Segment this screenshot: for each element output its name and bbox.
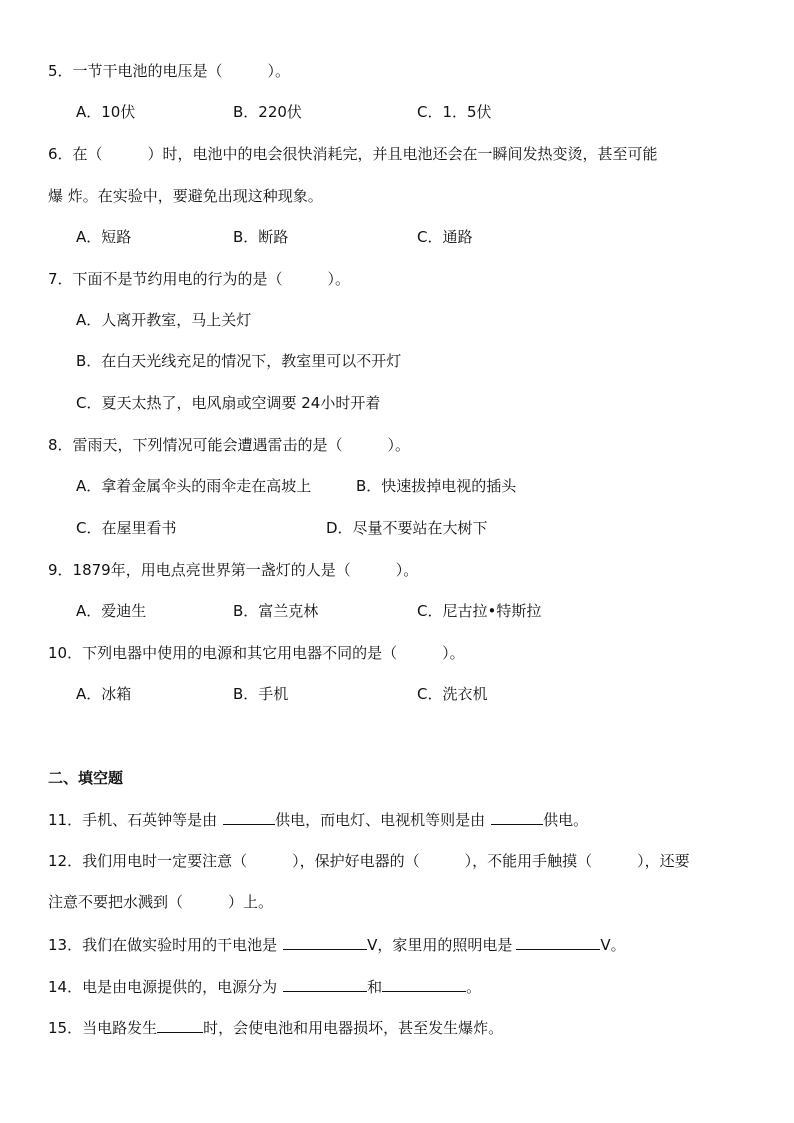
question-8-option-a: A．拿着金属伞头的雨伞走在高坡上 — [76, 477, 312, 495]
question-12-line1: 12．我们用电时一定要注意（ ），保护好电器的（ ），不能用手触摸（ ），还要 — [48, 852, 690, 870]
section-2-title: 二、填空题 — [48, 769, 124, 787]
question-13-part2: V，家里用的照明电是 — [367, 936, 513, 954]
question-6-text-line2: 爆 炸。在实验中，要避免出现这种现象。 — [48, 187, 323, 205]
question-9-text: 9．1879年，用电点亮世界第一盏灯的人是（ ）。 — [48, 561, 419, 579]
question-8-option-b: B．快速拔掉电视的插头 — [356, 477, 517, 495]
question-15-blank-1[interactable] — [157, 1016, 203, 1033]
question-14-blank-1[interactable] — [283, 975, 367, 992]
question-12-line2: 注意不要把水溅到（ ）上。 — [48, 893, 274, 911]
question-9-option-a: A．爱迪生 — [76, 602, 147, 620]
question-6-text-line1: 6．在（ ）时，电池中的电会很快消耗完，并且电池还会在一瞬间发热变烫，甚至可能 — [48, 145, 658, 163]
question-7-option-a: A．人离开教室，马上关灯 — [76, 311, 252, 329]
question-10-option-a: A．冰箱 — [76, 685, 132, 703]
question-14-blank-2[interactable] — [382, 975, 466, 992]
question-7-option-c: C．夏天太热了，电风扇或空调要 24小时开着 — [76, 394, 381, 412]
question-6-option-b: B．断路 — [233, 228, 289, 246]
question-11 — [48, 808, 588, 831]
question-15-part1: 15．当电路发生 — [48, 1019, 158, 1037]
question-5-option-a: A．10伏 — [76, 103, 136, 121]
question-13-blank-1[interactable] — [283, 933, 367, 950]
question-11-part2: 供电，而电灯、电视机等则是由 — [275, 811, 486, 829]
question-14 — [48, 975, 481, 998]
question-14-part1: 14．电是由电源提供的，电源分为 — [48, 978, 278, 996]
question-10-option-b: B．手机 — [233, 685, 289, 703]
question-9-option-b: B．富兰克林 — [233, 602, 319, 620]
question-13-part3: V。 — [600, 936, 626, 954]
question-5-text: 5．一节干电池的电压是（ ）。 — [48, 62, 291, 80]
question-8-option-c: C．在屋里看书 — [76, 519, 177, 537]
question-10-text: 10．下列电器中使用的电源和其它用电器不同的是（ ）。 — [48, 644, 465, 662]
question-5-option-b: B．220伏 — [233, 103, 302, 121]
question-8-option-d: D．尽量不要站在大树下 — [326, 519, 488, 537]
question-8-text: 8．雷雨天，下列情况可能会遭遇雷击的是（ ）。 — [48, 436, 411, 454]
question-5-option-c: C．1．5伏 — [417, 103, 492, 121]
question-10-option-c: C．洗衣机 — [417, 685, 488, 703]
question-9-option-c: C．尼古拉•特斯拉 — [417, 602, 542, 620]
question-7-text: 7．下面不是节约用电的行为的是（ ）。 — [48, 270, 351, 288]
question-13-part1: 13．我们在做实验时用的干电池是 — [48, 936, 278, 954]
question-15 — [48, 1016, 503, 1039]
question-14-part2: 和 — [367, 978, 383, 996]
question-11-blank-1[interactable] — [223, 808, 275, 825]
question-7-option-b: B．在白天光线充足的情况下，教室里可以不开灯 — [76, 352, 402, 370]
question-14-part3: 。 — [466, 978, 482, 996]
question-13-blank-2[interactable] — [516, 933, 600, 950]
question-11-part1: 11．手机、石英钟等是由 — [48, 811, 218, 829]
question-6-option-a: A．短路 — [76, 228, 132, 246]
question-11-blank-2[interactable] — [491, 808, 543, 825]
question-6-option-c: C．通路 — [417, 228, 473, 246]
question-13 — [48, 933, 626, 956]
question-15-part2: 时，会使电池和用电器损坏，甚至发生爆炸。 — [203, 1019, 504, 1037]
question-11-part3: 供电。 — [543, 811, 589, 829]
